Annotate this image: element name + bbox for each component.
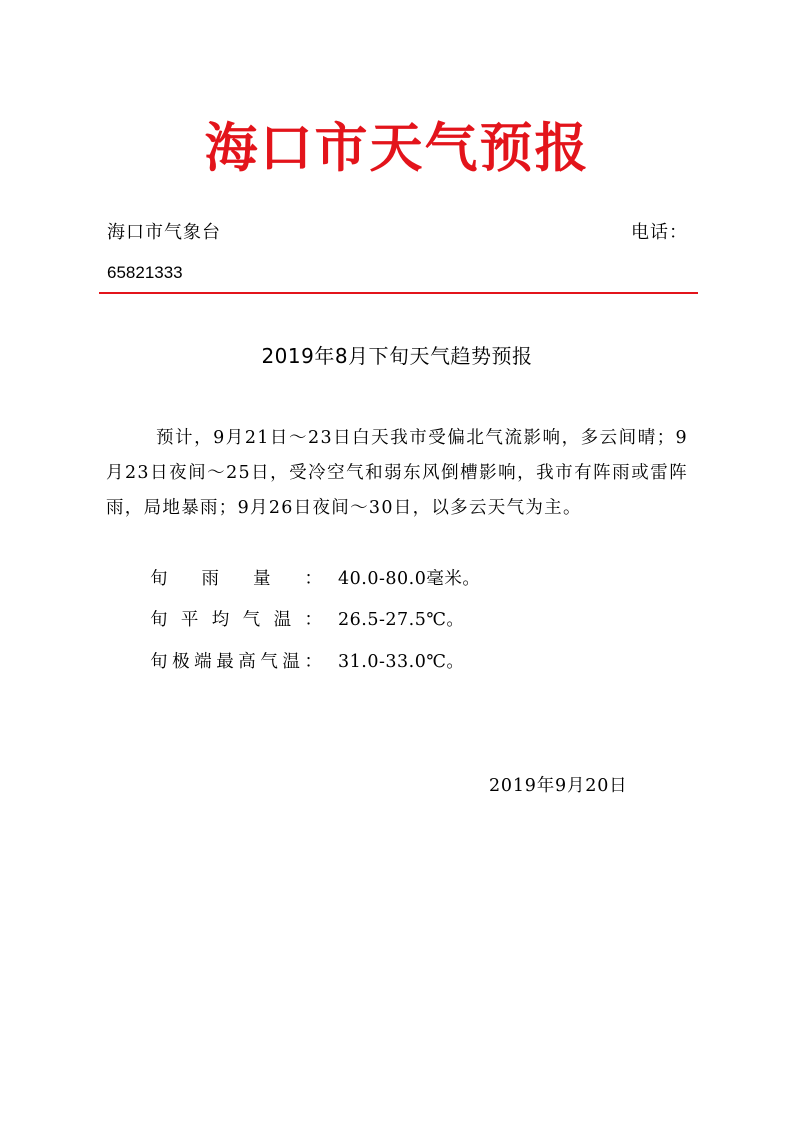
stat-value: 31.0-33.0℃。 — [338, 652, 465, 672]
stat-label-char: 最 — [216, 652, 234, 672]
stat-label-char: 平 — [180, 610, 199, 630]
stat-label-char: 温 — [282, 652, 300, 672]
issue-date: 2019年9月20日 — [489, 776, 628, 796]
stat-label-char: 旬 — [150, 569, 168, 589]
stat-rainfall — [150, 564, 670, 594]
stat-label-char: ： — [304, 610, 322, 630]
stat-label — [150, 564, 322, 594]
stat-label-text — [150, 564, 322, 594]
stat-value: 40.0-80.0毫米。 — [338, 569, 481, 589]
stat-max-temperature — [150, 647, 670, 677]
stat-label-char: 旬 — [150, 610, 168, 630]
forecast-body: 预计，9月21日～23日白天我市受偏北气流影响，多云间晴；9月23日夜间～25日，受冷空气和弱东风倒槽影响，我市有阵雨或雷阵雨，局地暴雨；9月26日夜间～30日，以多云天气为主。 — [106, 428, 688, 518]
stat-label-char: 极 — [172, 652, 190, 672]
stat-label-char: 端 — [194, 652, 212, 672]
stat-label-char: 雨 — [201, 569, 219, 589]
phone-label: 电话： — [631, 222, 688, 243]
forecast-subtitle: 2019年8月下旬天气趋势预报 — [261, 344, 533, 368]
stat-label-char: 量 — [253, 569, 271, 589]
phone-number: 65821333 — [107, 263, 183, 282]
stat-label-char: ： — [304, 652, 322, 672]
stat-label-char: 气 — [260, 652, 278, 672]
stat-label-text — [150, 647, 322, 677]
stat-label-char: 气 — [242, 610, 261, 630]
stat-label — [150, 647, 322, 677]
stat-average-temperature — [150, 605, 670, 635]
issuing-organization: 海口市气象台 — [107, 222, 221, 243]
stat-label — [150, 605, 322, 635]
stat-label-text — [150, 605, 322, 635]
document-title: 海口市天气预报 — [204, 118, 590, 179]
stat-label-char: 均 — [211, 610, 230, 630]
stat-label-char: 旬 — [150, 652, 168, 672]
stat-value: 26.5-27.5℃。 — [338, 610, 465, 630]
header-divider — [99, 292, 698, 294]
stat-label-char: 高 — [238, 652, 256, 672]
stat-label-char: ： — [304, 569, 322, 589]
stat-label-char: 温 — [273, 610, 292, 630]
